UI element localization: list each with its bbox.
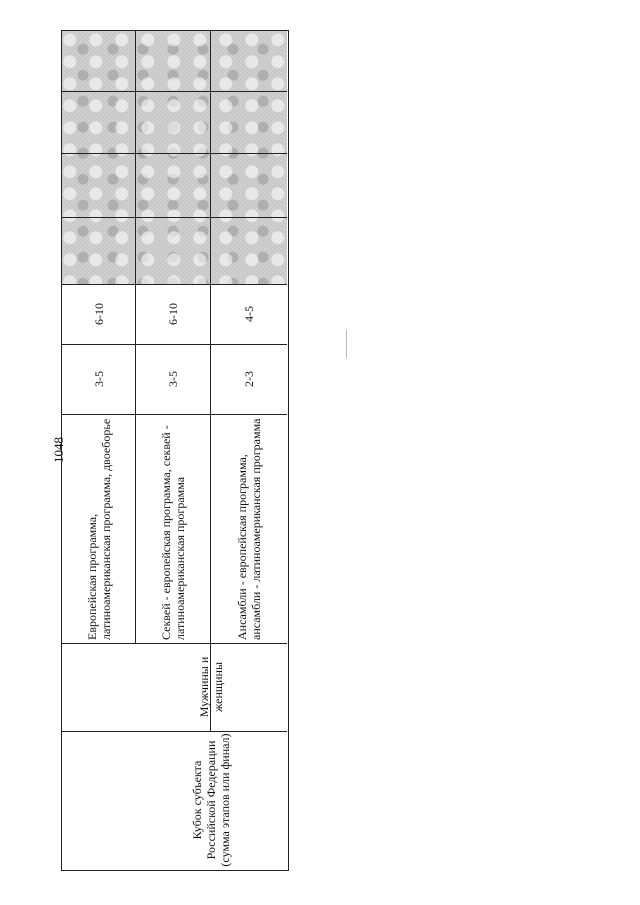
program-text: Европейская программа, латиноамериканская программа, двоеборье <box>84 418 113 640</box>
value-b-cell <box>62 284 135 344</box>
value-a: 2-3 <box>241 371 256 387</box>
category-cell <box>135 731 287 869</box>
grid-line <box>62 91 287 92</box>
scan-mark <box>346 330 347 358</box>
value-a-cell <box>135 344 210 414</box>
value-b: 6-10 <box>91 303 106 325</box>
participants-cell <box>135 643 287 731</box>
value-a-cell <box>62 344 135 414</box>
program-cell <box>210 414 287 643</box>
grid-line <box>62 153 287 154</box>
grid-line <box>62 217 287 218</box>
page-number: 1048 <box>51 437 66 463</box>
shaded-area <box>62 31 287 284</box>
sports-table <box>61 30 289 871</box>
program-cell <box>135 414 210 643</box>
category-text: Кубок субъекта Российской Федерации (сумма этапов или финал) <box>190 733 232 867</box>
program-cell <box>62 414 135 643</box>
program-text: Секвей - европейская программа, секвей - латиноамериканская программа <box>158 424 187 640</box>
value-a: 3-5 <box>91 371 106 387</box>
value-b-cell <box>210 284 287 344</box>
value-a-cell <box>210 344 287 414</box>
participants-text: Мужчины и женщины <box>197 656 225 718</box>
value-b: 6-10 <box>165 303 180 325</box>
value-b-cell <box>135 284 210 344</box>
value-b: 4-5 <box>241 306 256 322</box>
program-text: Ансамбли - европейская программа, ансамбли - латиноамериканская программа <box>234 418 263 640</box>
value-a: 3-5 <box>165 371 180 387</box>
